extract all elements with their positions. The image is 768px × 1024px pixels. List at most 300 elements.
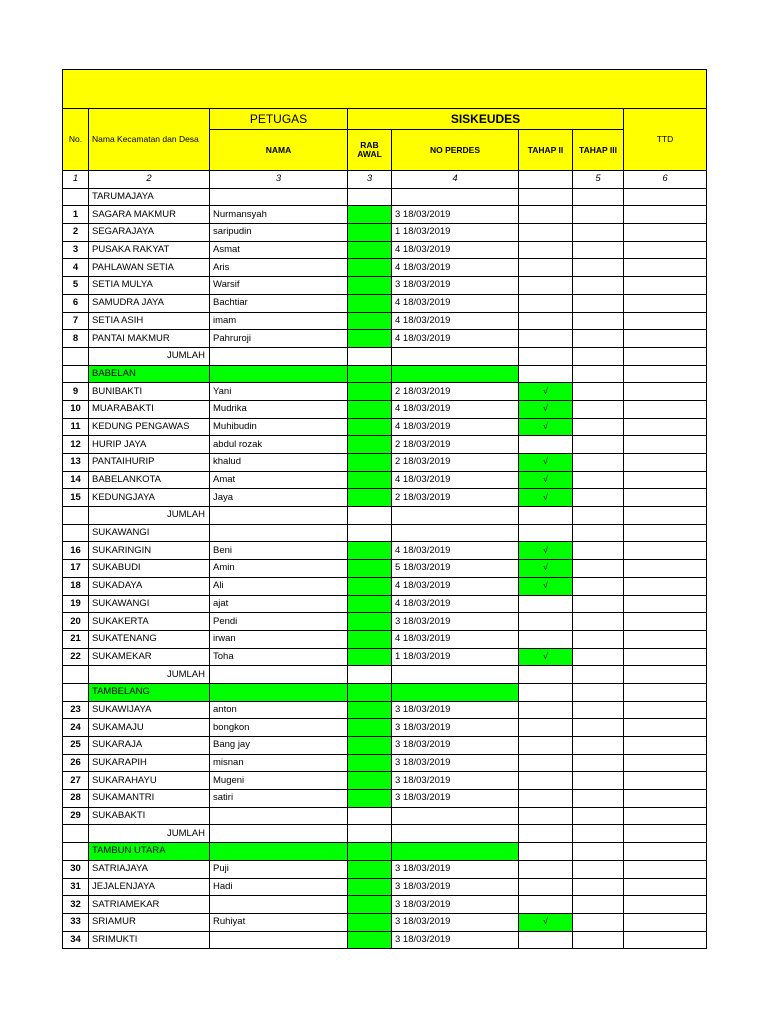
jumlah-no bbox=[63, 507, 89, 525]
row-tahap2 bbox=[519, 206, 573, 224]
row-nama: Amat bbox=[210, 471, 348, 489]
row-desa: SUKAWIJAYA bbox=[89, 701, 210, 719]
row-tahap2 bbox=[519, 630, 573, 648]
jumlah-tahap2 bbox=[519, 347, 573, 365]
row-rab-awal bbox=[348, 454, 392, 472]
row-no-perdes: 4 18/03/2019 bbox=[392, 330, 519, 348]
row-ttd bbox=[624, 418, 707, 436]
row-desa: SETIA ASIH bbox=[89, 312, 210, 330]
row-nama: satiri bbox=[210, 790, 348, 808]
row-desa: SRIAMUR bbox=[89, 913, 210, 931]
row-ttd bbox=[624, 931, 707, 949]
row-nama: Mudrika bbox=[210, 400, 348, 418]
row-desa: SETIA MULYA bbox=[89, 277, 210, 295]
header-no-perdes: NO PERDES bbox=[392, 130, 519, 171]
row-nama: Beni bbox=[210, 542, 348, 560]
row-nama: imam bbox=[210, 312, 348, 330]
group-no bbox=[63, 365, 89, 383]
row-nama: Hadi bbox=[210, 878, 348, 896]
group-no bbox=[63, 188, 89, 206]
group-petugas bbox=[210, 524, 348, 542]
row-tahap2 bbox=[519, 224, 573, 242]
row-tahap2: √ bbox=[519, 454, 573, 472]
row-tahap3 bbox=[573, 454, 624, 472]
jumlah-rab bbox=[348, 666, 392, 684]
row-rab-awal bbox=[348, 294, 392, 312]
row-tahap3 bbox=[573, 613, 624, 631]
row-ttd bbox=[624, 719, 707, 737]
row-no: 29 bbox=[63, 807, 89, 825]
row-tahap3 bbox=[573, 224, 624, 242]
row-rab-awal bbox=[348, 719, 392, 737]
table-row bbox=[63, 294, 707, 312]
jumlah-ttd bbox=[624, 825, 707, 843]
row-tahap3 bbox=[573, 630, 624, 648]
row-tahap3 bbox=[573, 330, 624, 348]
group-row bbox=[63, 683, 707, 701]
table-row bbox=[63, 772, 707, 790]
row-rab-awal bbox=[348, 860, 392, 878]
row-tahap2 bbox=[519, 312, 573, 330]
row-desa: SUKATENANG bbox=[89, 630, 210, 648]
jumlah-no bbox=[63, 347, 89, 365]
row-no: 19 bbox=[63, 595, 89, 613]
row-rab-awal bbox=[348, 542, 392, 560]
row-tahap2 bbox=[519, 754, 573, 772]
row-tahap2 bbox=[519, 595, 573, 613]
row-no: 31 bbox=[63, 878, 89, 896]
jumlah-perdes bbox=[392, 347, 519, 365]
row-tahap2: √ bbox=[519, 383, 573, 401]
header-petugas: PETUGAS bbox=[210, 109, 348, 130]
group-ttd bbox=[624, 683, 707, 701]
row-desa: SUKARAHAYU bbox=[89, 772, 210, 790]
row-rab-awal bbox=[348, 224, 392, 242]
row-tahap2: √ bbox=[519, 471, 573, 489]
row-ttd bbox=[624, 312, 707, 330]
group-ttd bbox=[624, 188, 707, 206]
row-tahap2 bbox=[519, 330, 573, 348]
row-rab-awal bbox=[348, 259, 392, 277]
row-no-perdes: 2 18/03/2019 bbox=[392, 489, 519, 507]
jumlah-tahap3 bbox=[573, 347, 624, 365]
table-row bbox=[63, 454, 707, 472]
group-row bbox=[63, 843, 707, 861]
table-row bbox=[63, 224, 707, 242]
row-nama: Bang jay bbox=[210, 737, 348, 755]
group-rab bbox=[348, 524, 392, 542]
row-desa: SUKABUDI bbox=[89, 560, 210, 578]
table-row bbox=[63, 896, 707, 914]
row-no: 28 bbox=[63, 790, 89, 808]
table-row bbox=[63, 701, 707, 719]
header-nama: NAMA bbox=[210, 130, 348, 171]
row-desa: PANTAI MAKMUR bbox=[89, 330, 210, 348]
row-tahap2 bbox=[519, 294, 573, 312]
row-tahap2 bbox=[519, 790, 573, 808]
row-nama: Pahruroji bbox=[210, 330, 348, 348]
row-tahap3 bbox=[573, 790, 624, 808]
header-no: No. bbox=[63, 109, 89, 171]
row-no-perdes: 4 18/03/2019 bbox=[392, 259, 519, 277]
row-rab-awal bbox=[348, 701, 392, 719]
row-desa: MUARABAKTI bbox=[89, 400, 210, 418]
row-rab-awal bbox=[348, 913, 392, 931]
row-no-perdes: 4 18/03/2019 bbox=[392, 595, 519, 613]
row-no-perdes: 3 18/03/2019 bbox=[392, 737, 519, 755]
row-no: 16 bbox=[63, 542, 89, 560]
group-name: BABELAN bbox=[89, 365, 210, 383]
jumlah-petugas bbox=[210, 347, 348, 365]
row-desa: SRIMUKTI bbox=[89, 931, 210, 949]
row-tahap3 bbox=[573, 418, 624, 436]
jumlah-label: JUMLAH bbox=[89, 347, 210, 365]
row-no: 6 bbox=[63, 294, 89, 312]
row-ttd bbox=[624, 807, 707, 825]
row-tahap2: √ bbox=[519, 648, 573, 666]
row-desa: HURIP JAYA bbox=[89, 436, 210, 454]
row-no-perdes: 3 18/03/2019 bbox=[392, 277, 519, 295]
row-tahap3 bbox=[573, 277, 624, 295]
row-rab-awal bbox=[348, 790, 392, 808]
column-number: 5 bbox=[573, 171, 624, 189]
row-tahap2 bbox=[519, 277, 573, 295]
row-rab-awal bbox=[348, 737, 392, 755]
row-ttd bbox=[624, 542, 707, 560]
table-row bbox=[63, 754, 707, 772]
row-nama: irwan bbox=[210, 630, 348, 648]
row-desa: PAHLAWAN SETIA bbox=[89, 259, 210, 277]
header-rab-awal: RAB AWAL bbox=[348, 130, 392, 171]
row-no: 10 bbox=[63, 400, 89, 418]
jumlah-ttd bbox=[624, 507, 707, 525]
header-tahap-2: TAHAP II bbox=[519, 130, 573, 171]
row-ttd bbox=[624, 896, 707, 914]
row-no-perdes: 4 18/03/2019 bbox=[392, 542, 519, 560]
group-ttd bbox=[624, 365, 707, 383]
row-ttd bbox=[624, 294, 707, 312]
row-tahap2 bbox=[519, 436, 573, 454]
row-tahap3 bbox=[573, 259, 624, 277]
row-desa: BABELANKOTA bbox=[89, 471, 210, 489]
row-no-perdes: 3 18/03/2019 bbox=[392, 701, 519, 719]
row-tahap2 bbox=[519, 931, 573, 949]
row-nama: Mugeni bbox=[210, 772, 348, 790]
group-petugas bbox=[210, 683, 348, 701]
row-tahap2 bbox=[519, 896, 573, 914]
table-row bbox=[63, 577, 707, 595]
row-desa: SUKAWANGI bbox=[89, 595, 210, 613]
row-no: 32 bbox=[63, 896, 89, 914]
row-nama: Ali bbox=[210, 577, 348, 595]
row-nama: Puji bbox=[210, 860, 348, 878]
row-rab-awal bbox=[348, 560, 392, 578]
row-nama: Bachtiar bbox=[210, 294, 348, 312]
row-ttd bbox=[624, 648, 707, 666]
row-desa: SUKARAPIH bbox=[89, 754, 210, 772]
row-desa: SUKABAKTI bbox=[89, 807, 210, 825]
row-tahap2 bbox=[519, 878, 573, 896]
row-tahap2 bbox=[519, 719, 573, 737]
table-row bbox=[63, 648, 707, 666]
row-tahap2 bbox=[519, 737, 573, 755]
group-tahap3 bbox=[573, 843, 624, 861]
row-desa: SUKAMEKAR bbox=[89, 648, 210, 666]
data-table bbox=[62, 69, 707, 949]
row-no-perdes: 5 18/03/2019 bbox=[392, 560, 519, 578]
row-rab-awal bbox=[348, 400, 392, 418]
row-no-perdes: 4 18/03/2019 bbox=[392, 241, 519, 259]
row-no: 26 bbox=[63, 754, 89, 772]
row-nama: Muhibudin bbox=[210, 418, 348, 436]
table-row bbox=[63, 931, 707, 949]
row-tahap3 bbox=[573, 436, 624, 454]
row-ttd bbox=[624, 754, 707, 772]
table-row bbox=[63, 206, 707, 224]
group-ttd bbox=[624, 524, 707, 542]
row-rab-awal bbox=[348, 613, 392, 631]
row-nama bbox=[210, 807, 348, 825]
jumlah-tahap3 bbox=[573, 666, 624, 684]
row-desa: KEDUNG PENGAWAS bbox=[89, 418, 210, 436]
table-row bbox=[63, 489, 707, 507]
jumlah-ttd bbox=[624, 347, 707, 365]
group-petugas bbox=[210, 843, 348, 861]
row-no: 4 bbox=[63, 259, 89, 277]
row-nama bbox=[210, 931, 348, 949]
table-row bbox=[63, 312, 707, 330]
row-ttd bbox=[624, 790, 707, 808]
row-ttd bbox=[624, 878, 707, 896]
row-no-perdes: 3 18/03/2019 bbox=[392, 790, 519, 808]
row-rab-awal bbox=[348, 418, 392, 436]
row-ttd bbox=[624, 613, 707, 631]
jumlah-perdes bbox=[392, 825, 519, 843]
row-tahap3 bbox=[573, 931, 624, 949]
row-no: 23 bbox=[63, 701, 89, 719]
row-rab-awal bbox=[348, 648, 392, 666]
table-row bbox=[63, 241, 707, 259]
row-desa: SAMUDRA JAYA bbox=[89, 294, 210, 312]
row-ttd bbox=[624, 241, 707, 259]
row-no-perdes: 3 18/03/2019 bbox=[392, 931, 519, 949]
table-row bbox=[63, 418, 707, 436]
jumlah-no bbox=[63, 825, 89, 843]
row-no-perdes: 3 18/03/2019 bbox=[392, 896, 519, 914]
row-desa: SEGARAJAYA bbox=[89, 224, 210, 242]
row-ttd bbox=[624, 737, 707, 755]
row-rab-awal bbox=[348, 206, 392, 224]
group-row bbox=[63, 188, 707, 206]
group-row bbox=[63, 365, 707, 383]
row-no: 17 bbox=[63, 560, 89, 578]
row-tahap3 bbox=[573, 383, 624, 401]
row-ttd bbox=[624, 577, 707, 595]
group-rab bbox=[348, 843, 392, 861]
row-tahap3 bbox=[573, 400, 624, 418]
row-tahap3 bbox=[573, 241, 624, 259]
jumlah-ttd bbox=[624, 666, 707, 684]
row-no-perdes: 3 18/03/2019 bbox=[392, 860, 519, 878]
jumlah-tahap2 bbox=[519, 666, 573, 684]
table-row bbox=[63, 807, 707, 825]
group-tahap3 bbox=[573, 188, 624, 206]
row-no-perdes: 1 18/03/2019 bbox=[392, 224, 519, 242]
row-tahap3 bbox=[573, 294, 624, 312]
row-rab-awal bbox=[348, 577, 392, 595]
row-no: 1 bbox=[63, 206, 89, 224]
row-nama: Nurmansyah bbox=[210, 206, 348, 224]
row-no: 27 bbox=[63, 772, 89, 790]
row-nama: anton bbox=[210, 701, 348, 719]
column-number bbox=[519, 171, 573, 189]
row-no: 12 bbox=[63, 436, 89, 454]
row-desa: SUKAMANTRI bbox=[89, 790, 210, 808]
row-no: 24 bbox=[63, 719, 89, 737]
row-ttd bbox=[624, 489, 707, 507]
row-no: 7 bbox=[63, 312, 89, 330]
row-no: 30 bbox=[63, 860, 89, 878]
row-tahap2 bbox=[519, 613, 573, 631]
row-desa: SAGARA MAKMUR bbox=[89, 206, 210, 224]
row-no: 5 bbox=[63, 277, 89, 295]
jumlah-label: JUMLAH bbox=[89, 666, 210, 684]
row-rab-awal bbox=[348, 878, 392, 896]
row-desa: PUSAKA RAKYAT bbox=[89, 241, 210, 259]
group-petugas bbox=[210, 188, 348, 206]
table-row bbox=[63, 560, 707, 578]
group-tahap3 bbox=[573, 524, 624, 542]
row-rab-awal bbox=[348, 630, 392, 648]
jumlah-petugas bbox=[210, 825, 348, 843]
row-tahap3 bbox=[573, 577, 624, 595]
row-tahap3 bbox=[573, 719, 624, 737]
row-no-perdes: 3 18/03/2019 bbox=[392, 878, 519, 896]
jumlah-tahap3 bbox=[573, 825, 624, 843]
row-ttd bbox=[624, 560, 707, 578]
table-row bbox=[63, 913, 707, 931]
table-row bbox=[63, 383, 707, 401]
jumlah-rab bbox=[348, 347, 392, 365]
row-no-perdes: 3 18/03/2019 bbox=[392, 719, 519, 737]
row-no-perdes: 4 18/03/2019 bbox=[392, 471, 519, 489]
row-desa: SUKARINGIN bbox=[89, 542, 210, 560]
row-no-perdes: 4 18/03/2019 bbox=[392, 294, 519, 312]
row-no: 34 bbox=[63, 931, 89, 949]
row-no: 13 bbox=[63, 454, 89, 472]
column-number: 6 bbox=[624, 171, 707, 189]
jumlah-label: JUMLAH bbox=[89, 507, 210, 525]
row-ttd bbox=[624, 330, 707, 348]
row-ttd bbox=[624, 454, 707, 472]
row-tahap2: √ bbox=[519, 400, 573, 418]
row-tahap3 bbox=[573, 312, 624, 330]
group-name: SUKAWANGI bbox=[89, 524, 210, 542]
row-desa: BUNIBAKTI bbox=[89, 383, 210, 401]
row-tahap2: √ bbox=[519, 542, 573, 560]
row-tahap3 bbox=[573, 913, 624, 931]
row-desa: SUKADAYA bbox=[89, 577, 210, 595]
group-rab bbox=[348, 365, 392, 383]
row-rab-awal bbox=[348, 312, 392, 330]
row-nama bbox=[210, 896, 348, 914]
group-rab bbox=[348, 683, 392, 701]
group-perdes bbox=[392, 843, 519, 861]
group-perdes bbox=[392, 683, 519, 701]
row-rab-awal bbox=[348, 330, 392, 348]
table-row bbox=[63, 542, 707, 560]
header-row-1 bbox=[63, 109, 707, 130]
header-tahap-3: TAHAP III bbox=[573, 130, 624, 171]
table-row bbox=[63, 878, 707, 896]
row-no: 3 bbox=[63, 241, 89, 259]
group-tahap2 bbox=[519, 683, 573, 701]
row-rab-awal bbox=[348, 807, 392, 825]
row-no-perdes: 4 18/03/2019 bbox=[392, 400, 519, 418]
row-tahap2 bbox=[519, 701, 573, 719]
group-name: TARUMAJAYA bbox=[89, 188, 210, 206]
row-tahap3 bbox=[573, 807, 624, 825]
row-no: 2 bbox=[63, 224, 89, 242]
row-no-perdes: 2 18/03/2019 bbox=[392, 454, 519, 472]
row-desa: SUKAKERTA bbox=[89, 613, 210, 631]
row-rab-awal bbox=[348, 754, 392, 772]
jumlah-no bbox=[63, 666, 89, 684]
group-tahap2 bbox=[519, 524, 573, 542]
row-tahap2 bbox=[519, 807, 573, 825]
row-desa: SUKAMAJU bbox=[89, 719, 210, 737]
row-tahap3 bbox=[573, 595, 624, 613]
row-tahap3 bbox=[573, 737, 624, 755]
row-ttd bbox=[624, 259, 707, 277]
row-no-perdes: 2 18/03/2019 bbox=[392, 383, 519, 401]
row-rab-awal bbox=[348, 595, 392, 613]
row-nama: abdul rozak bbox=[210, 436, 348, 454]
row-tahap2 bbox=[519, 259, 573, 277]
row-tahap2 bbox=[519, 241, 573, 259]
row-no-perdes: 3 18/03/2019 bbox=[392, 613, 519, 631]
jumlah-label: JUMLAH bbox=[89, 825, 210, 843]
column-number: 3 bbox=[210, 171, 348, 189]
row-tahap3 bbox=[573, 701, 624, 719]
group-row bbox=[63, 524, 707, 542]
row-rab-awal bbox=[348, 471, 392, 489]
group-name: TAMBUN UTARA bbox=[89, 843, 210, 861]
row-desa: SUKARAJA bbox=[89, 737, 210, 755]
row-tahap3 bbox=[573, 754, 624, 772]
jumlah-row bbox=[63, 666, 707, 684]
table-row bbox=[63, 330, 707, 348]
jumlah-petugas bbox=[210, 507, 348, 525]
group-perdes bbox=[392, 188, 519, 206]
jumlah-petugas bbox=[210, 666, 348, 684]
title-row bbox=[63, 70, 707, 109]
group-petugas bbox=[210, 365, 348, 383]
row-tahap2 bbox=[519, 772, 573, 790]
row-rab-awal bbox=[348, 436, 392, 454]
row-nama: Aris bbox=[210, 259, 348, 277]
table-row bbox=[63, 719, 707, 737]
row-nama: Yani bbox=[210, 383, 348, 401]
row-no: 21 bbox=[63, 630, 89, 648]
group-tahap3 bbox=[573, 683, 624, 701]
row-ttd bbox=[624, 224, 707, 242]
row-tahap3 bbox=[573, 772, 624, 790]
row-nama: khalud bbox=[210, 454, 348, 472]
row-no: 18 bbox=[63, 577, 89, 595]
row-no-perdes: 2 18/03/2019 bbox=[392, 436, 519, 454]
row-tahap3 bbox=[573, 206, 624, 224]
